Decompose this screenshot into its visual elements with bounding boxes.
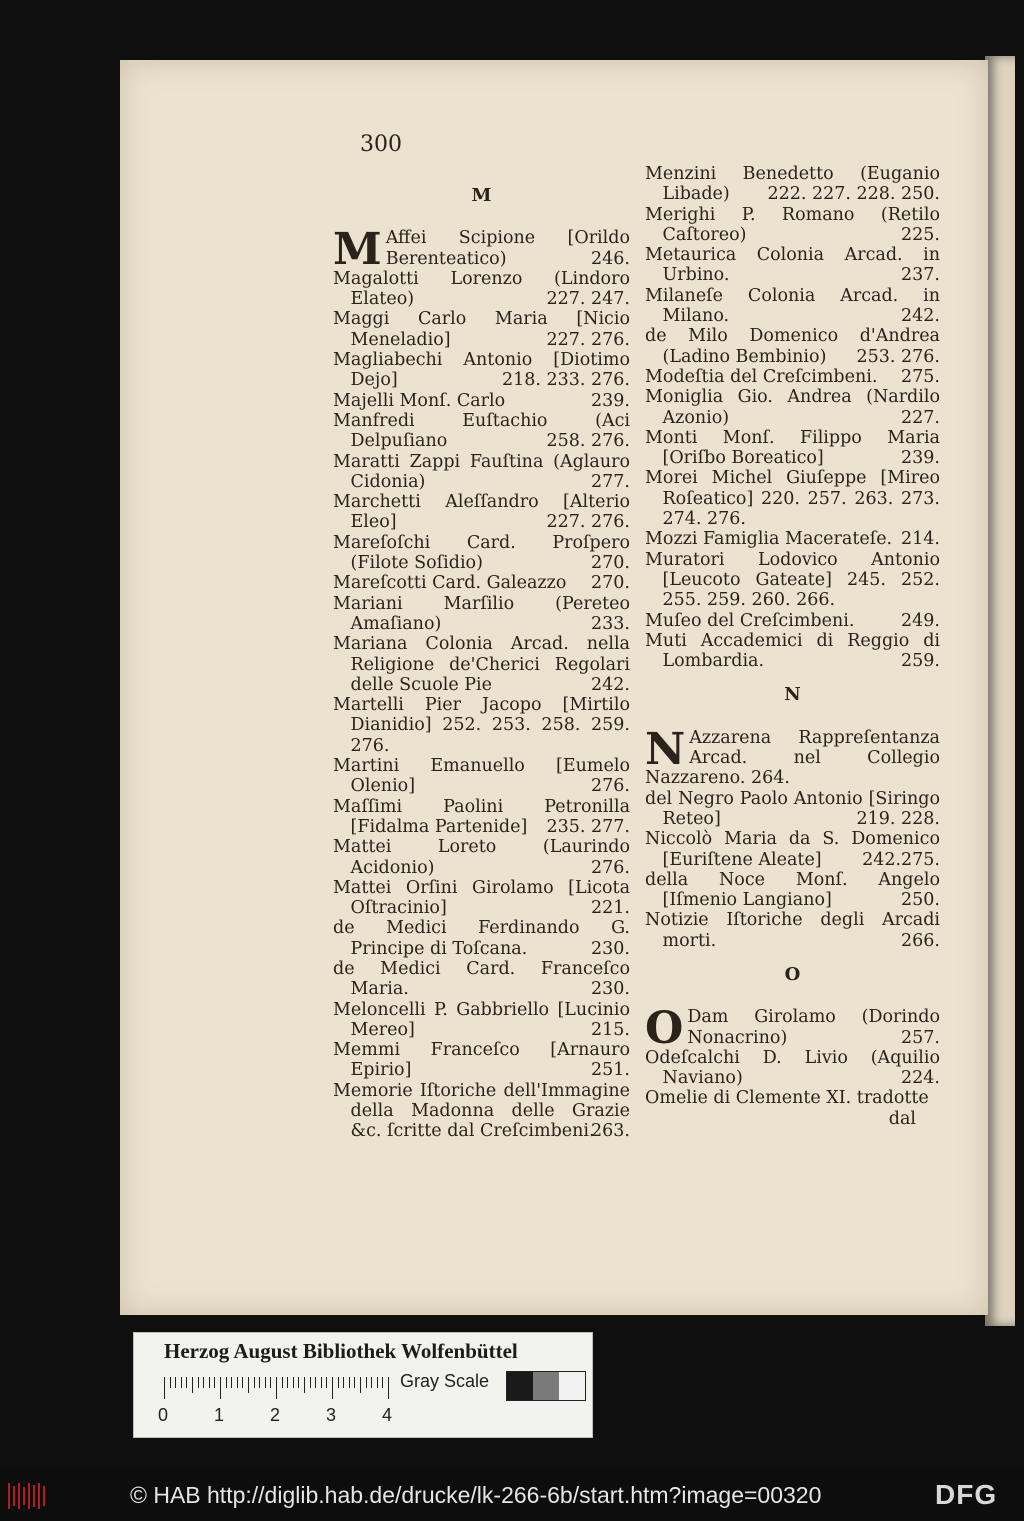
entry-text [645,789,940,830]
entry-name: Muſeo del Creſcimbeni. [645,610,855,631]
gray-swatch [559,1372,585,1400]
entry-name: Muratori Lodovico Antonio [Leucoto Gateate] 245. 252. 255. 259. 260. 266. [645,549,940,611]
entry-name: Odeſcalchi D. Livio (Aquilio Naviano) [645,1047,940,1089]
ruler-tick [315,1377,316,1388]
left-entries [333,224,630,1142]
page-references: 230. [591,938,630,959]
entry-text [333,959,630,1000]
entry-name: Magalotti Lorenzo (Lindoro Elateo) [333,268,630,310]
entry-name: Maggi Carlo Maria [Nicio Meneladio] [333,309,630,350]
ruler-tick [170,1377,171,1388]
entry-name: Meloncelli P. Gabbriello [Lucinio Mereo] [333,999,630,1040]
entry-text [333,634,630,695]
entry-text [645,245,940,286]
entry-text [645,611,940,631]
ruler-tick [354,1377,355,1388]
page-references: 219. 228. [856,808,940,829]
index-entry [333,959,630,1000]
page-references: 263. [591,1121,630,1142]
index-entry [333,756,630,797]
entry-text [645,550,940,611]
index-entry [645,428,940,469]
entry-name: Merighi P. Romano (Retilo Caſtoreo) [645,204,940,245]
entry-text [333,452,630,493]
entry-text [645,428,940,469]
entry-name: Dam Girolamo (Dorindo Nonacrino) [687,1007,940,1048]
entry-text [645,529,940,549]
ruler-tick [226,1377,227,1388]
ruler-tick [366,1377,367,1388]
entry-name: Magliabechi Antonio [Diotimo Dejo] [333,350,630,391]
page-references: 233. [591,613,630,634]
index-entry [645,367,940,387]
index-entry [333,269,630,310]
entry-name: Mattei Orſini Girolamo [Licota Oſtracinio] [333,877,630,919]
entry-text [645,326,940,367]
entry-name: de Milo Domenico d'Andrea (Ladino Bembinio) [645,326,940,367]
page-references: 215. [591,1019,630,1040]
entry-name: della Noce Monſ. Angelo [Iſmenio Langiano] [645,869,940,911]
entry-name: Marchetti Aleſſandro [Alterio Eleo] [333,492,630,533]
index-entry [333,634,630,695]
page-references: 237. [901,265,940,286]
page-references: 258. 276. [546,431,630,452]
index-entry [333,452,630,493]
ruler-tick [214,1377,215,1388]
entry-text [645,387,940,428]
index-entry [645,205,940,246]
left-column [333,186,630,1142]
entry-name: Maſſimi Paolini Petronilla [Fidalma Partenide] [333,796,630,837]
entry-name: Mariana Colonia Arcad. nella Religione de'Cherici Regolari delle Scuole Pie [333,634,630,695]
entry-text [333,918,630,959]
gray-swatches [506,1371,586,1401]
ruler-tick [382,1377,383,1388]
entry-name: Modeſtia del Creſcimbeni. [645,366,878,387]
entry-name: Monti Monſ. Filippo Maria [Oriſbo Boreatico] [645,427,940,469]
page-references: 250. [901,890,940,911]
index-entry [333,350,630,391]
entry-text [645,367,940,387]
page-references: 222. 227. 228. 250. [767,184,940,205]
ruler-tick [377,1377,378,1388]
ruler-tick [326,1377,327,1388]
dfg-logo: DFG [935,1479,998,1510]
page-references: 235. 277. [546,816,630,837]
index-entry [333,918,630,959]
index-entry [645,829,940,870]
entry-text [333,411,630,452]
index-entry [645,611,940,631]
index-entry [645,870,940,911]
entry-text [645,1088,940,1108]
entry-text [645,1003,940,1055]
entry-text [333,492,630,533]
entry-name: Memmi Franceſco [Arnauro Epirio] [333,1040,630,1081]
entry-name: Maratti Zappi Fauſtina (Aglauro Cidonia) [333,451,630,492]
page-references: 246. [591,248,630,269]
entry-text [645,468,940,529]
ruler-tick [276,1377,277,1399]
index-entry [333,837,630,878]
ruler-tick [349,1377,350,1388]
entry-text [645,205,940,246]
ruler-tick [270,1377,271,1388]
index-entry [645,550,940,611]
right-entries-o [645,1003,940,1109]
index-entry [645,326,940,367]
page-references: 275. [901,366,940,387]
entry-text [333,391,630,411]
entry-name: Muti Accademici di Reggio di Lombardia. [645,630,940,672]
ruler-tick [175,1377,176,1388]
entry-text [333,1081,630,1142]
page-references: 242. [591,674,630,695]
ruler-tick [282,1377,283,1388]
entry-name: Niccolò Maria da S. Domenico [Euriſtene Aleate] [645,829,940,870]
entry-text [645,286,940,327]
entry-name: Metaurica Colonia Arcad. in Urbino. [645,245,940,286]
entry-name: de Medici Ferdinando G. Principe di Toſcana. [333,918,630,959]
entry-name: Mariani Marſilio (Pereteo Amaſiano) [333,593,630,634]
entry-name: Martini Emanuello [Eumelo Olenio] [333,756,630,797]
index-entry [645,245,940,286]
ruler-tick [181,1377,182,1388]
entry-name: Mozzi Famiglia Macerateſe. [645,529,893,550]
ruler-tick [259,1377,260,1388]
index-entry [645,1003,940,1055]
section-heading-m: M [471,185,492,206]
page-edge [985,56,1015,1326]
entry-text [333,224,630,276]
scale-number: 0 [158,1405,169,1425]
library-icon [8,1483,48,1509]
entry-name: Manfredi Euſtachio (Aci Delpuſiano [333,410,630,452]
index-entry [645,164,940,205]
page-references: 259. [901,651,940,672]
page-references: 224. [901,1068,940,1089]
index-entry [333,1081,630,1142]
scale-ruler [164,1377,389,1399]
ruler-tick [360,1377,361,1393]
entry-text [645,1048,940,1089]
entry-text [333,695,630,756]
entry-name: Affei Scipione [Orildo Berenteatico) [385,228,630,269]
ruler-tick [304,1377,305,1393]
entry-name: Milaneſe Colonia Arcad. in Milano. [645,285,940,327]
entry-text [645,870,940,911]
page-references: 270. [591,573,630,594]
entry-text [333,533,630,574]
index-entry [645,1088,940,1108]
index-entry [645,468,940,529]
chart-title: Herzog August Bibliothek Wolfenbüttel [164,1339,518,1363]
page-references: 249. [901,610,940,631]
index-entry [333,573,630,593]
entry-name: Morei Michel Giuſeppe [Mireo Roſeatico] 220. 257. 263. 273. 274. 276. [645,468,940,530]
page-references: 276. [591,776,630,797]
index-entry [333,224,630,276]
entry-text [333,756,630,797]
ruler-tick [231,1377,232,1388]
entry-name: Mareſcotti Card. Galeazzo [333,573,567,594]
page-references: 242. [901,306,940,327]
entry-text [333,269,630,310]
gray-swatch [507,1372,533,1400]
entry-text [645,910,940,951]
index-entry [645,529,940,549]
gray-scale-label: Gray Scale [400,1371,490,1391]
scale-number: 3 [326,1405,337,1425]
ruler-tick [388,1377,389,1399]
page-references: 277. [591,471,630,492]
scale-number: 4 [382,1405,393,1425]
page-number: 300 [360,132,402,157]
ruler-tick [343,1377,344,1388]
index-entry [645,723,940,789]
section-heading-n: N [784,684,801,706]
entry-text [645,164,940,205]
index-entry [645,387,940,428]
entry-text [333,1040,630,1081]
scale-number: 1 [214,1405,225,1425]
index-entry [333,695,630,756]
ruler-tick [186,1377,187,1388]
index-entry [333,594,630,635]
index-entry [333,411,630,452]
entry-name: Moniglia Gio. Andrea (Nardilo Azonio) [645,387,940,428]
entry-text [333,797,630,838]
index-entry [333,797,630,838]
entry-name: Mareſoſchi Card. Proſpero (Filote Soſidio) [333,532,630,574]
index-entry [333,1000,630,1041]
right-column [645,164,940,1129]
drop-capital: N [645,723,686,775]
color-calibration-chart [133,1332,593,1438]
entry-name: Azzarena Rappreſentanza Arcad. nel Collegio Nazzareno. 264. [645,727,940,789]
ruler-tick [332,1377,333,1399]
index-entry [333,533,630,574]
page-references: 266. [901,930,940,951]
ruler-tick [293,1377,294,1388]
ruler-tick [242,1377,243,1388]
entry-text [645,723,940,789]
gray-swatch [533,1372,559,1400]
ruler-tick [254,1377,255,1388]
page-references: 230. [591,979,630,1000]
index-entry [333,492,630,533]
drop-capital: M [333,224,382,276]
ruler-tick [203,1377,204,1388]
entry-text [333,1000,630,1041]
page-references: 257. [901,1027,940,1048]
entry-name: Mattei Loreto (Laurindo Acidonio) [333,837,630,878]
footer-bar [0,1470,1024,1521]
ruler-tick [321,1377,322,1388]
page-references: 227. 276. [546,512,630,533]
right-entries-n [645,723,940,951]
index-entry [645,1048,940,1089]
index-entry [645,631,940,672]
index-entry [645,789,940,830]
entry-text [645,631,940,672]
page-references: 218. 233. 276. [501,370,630,391]
entry-text [333,309,630,350]
index-entry [645,910,940,951]
ruler-tick [237,1377,238,1388]
index-entry [333,1040,630,1081]
page-references: 239. [901,448,940,469]
entry-name: Martelli Pier Jacopo [Mirtilo Dianidio] 252. 253. 258. 259. 276. [333,695,630,756]
entry-text [333,594,630,635]
page-references: 227. [901,407,940,428]
page-references: 227. 247. [546,289,630,310]
entry-name: Majelli Monſ. Carlo [333,390,506,411]
ruler-tick [371,1377,372,1388]
page-references: 225. [901,224,940,245]
drop-capital: O [645,1003,684,1055]
scale-number: 2 [270,1405,281,1425]
page-references: 270. [591,553,630,574]
catchword: dal [888,1108,916,1129]
ruler-tick [248,1377,249,1393]
entry-name: Omelie di Clemente XI. tradotte [645,1088,929,1109]
entry-text [333,350,630,391]
entry-text [333,837,630,878]
ruler-tick [287,1377,288,1388]
page-references: 253. 276. [856,346,940,367]
entry-name: Memorie Iſtoriche dell'Immagine della Madonna delle Grazie &c. ſcritte dal Creſcimbeni. [333,1080,630,1142]
index-entry [333,878,630,919]
right-entries-m [645,164,940,671]
entry-name: Notizie Iſtoriche degli Arcadi morti. [645,910,940,951]
ruler-tick [164,1377,165,1399]
entry-name: del Negro Paolo Antonio [Siringo Reteo] [645,788,940,829]
index-entry [333,309,630,350]
ruler-tick [220,1377,221,1399]
ruler-tick [192,1377,193,1393]
ruler-tick [298,1377,299,1388]
entry-name: de Medici Card. Franceſco Maria. [333,958,630,1000]
entry-text [333,573,630,593]
page-references: 239. [591,390,630,411]
ruler-tick [265,1377,266,1388]
index-entry [333,391,630,411]
entry-name: Menzini Benedetto (Euganio Libade) [645,164,940,205]
page-references: 251. [591,1060,630,1081]
ruler-tick [198,1377,199,1388]
page-references: 276. [591,857,630,878]
ruler-tick [209,1377,210,1388]
page-references: 227. 276. [546,329,630,350]
index-entry [645,286,940,327]
entry-text [333,878,630,919]
footer-credit-link[interactable]: © HAB http://diglib.hab.de/drucke/lk-266-6b/start.htm?image=00320 [130,1482,822,1508]
section-heading-o: O [784,963,801,985]
page-references: 242.275. [862,849,940,870]
entry-text [645,829,940,870]
page-references: 214. [901,529,940,550]
page-references: 221. [591,898,630,919]
ruler-tick [310,1377,311,1388]
ruler-tick [338,1377,339,1388]
